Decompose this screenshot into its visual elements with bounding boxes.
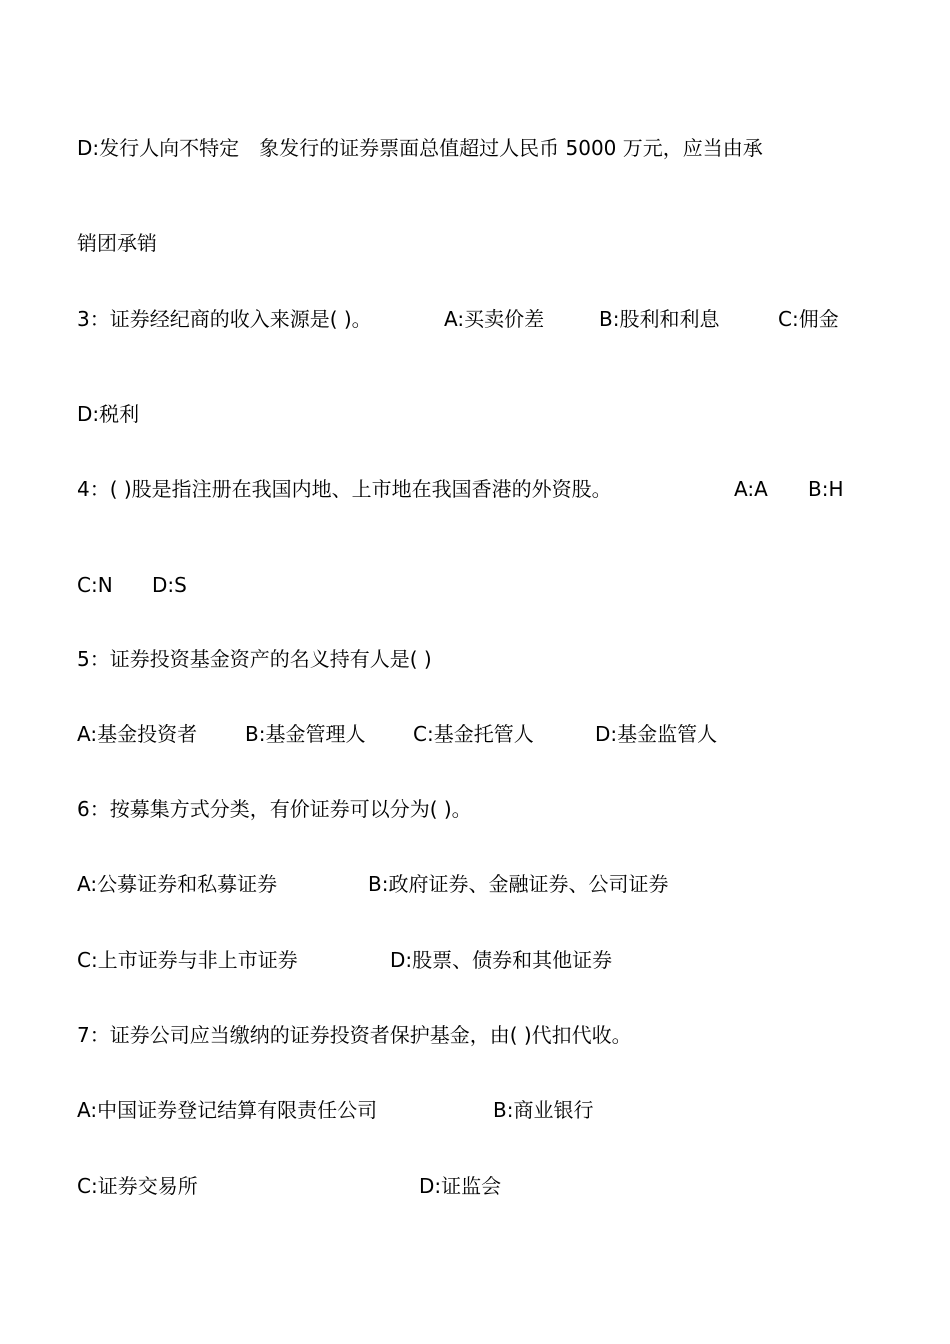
q5-question: 5：证券投资基金资产的名义持有人是( ) <box>77 647 432 671</box>
q6-options-line1 <box>77 870 669 898</box>
q4-option-c: C:N <box>77 573 113 597</box>
q2-option-d-line2 <box>77 229 157 257</box>
q3-option-a: A:买卖价差 <box>444 307 545 331</box>
q7-question-line <box>77 1021 632 1049</box>
q6-option-b: B:政府证券、金融证券、公司证券 <box>368 872 669 896</box>
q3-line2 <box>77 400 140 428</box>
q5-question-line <box>77 645 432 673</box>
q7-option-b: B:商业银行 <box>493 1098 594 1122</box>
q6-question: 6：按募集方式分类，有价证券可以分为( )。 <box>77 797 472 821</box>
q2-option-d-line1 <box>77 134 852 162</box>
q3-question: 3：证券经纪商的收入来源是( )。 <box>77 307 372 331</box>
q7-option-a: A:中国证券登记结算有限责任公司 <box>77 1098 378 1122</box>
q5-option-d: D:基金监管人 <box>595 722 718 746</box>
q3-option-d: D:税利 <box>77 402 140 426</box>
q2-option-d-text-cont: 销团承销 <box>77 231 157 255</box>
q7-option-d: D:证监会 <box>419 1174 502 1198</box>
q3-line <box>77 305 852 333</box>
q6-options-line2 <box>77 946 613 974</box>
q4-line <box>77 475 852 503</box>
q7-question: 7：证券公司应当缴纳的证券投资者保护基金，由( )代扣代收。 <box>77 1023 632 1047</box>
q4-option-a: A:A <box>734 477 768 501</box>
q2-option-d-text: D:发行人向不特定 象发行的证券票面总值超过人民币 5000 万元，应当由承 <box>77 136 763 160</box>
q4-option-b: B:H <box>808 477 844 501</box>
q6-option-d: D:股票、债券和其他证券 <box>390 948 613 972</box>
q5-option-a: A:基金投资者 <box>77 722 198 746</box>
q7-option-c: C:证券交易所 <box>77 1174 198 1198</box>
q6-option-c: C:上市证券与非上市证券 <box>77 948 298 972</box>
q5-option-b: B:基金管理人 <box>245 722 366 746</box>
q4-question: 4：( )股是指注册在我国内地、上市地在我国香港的外资股。 <box>77 477 612 501</box>
q6-option-a: A:公募证券和私募证券 <box>77 872 278 896</box>
q3-option-b: B:股利和利息 <box>599 307 720 331</box>
q3-option-c: C:佣金 <box>778 307 839 331</box>
q6-question-line <box>77 795 472 823</box>
q5-options-line <box>77 720 718 748</box>
q7-options-line1 <box>77 1096 594 1124</box>
q4-option-d: D:S <box>152 573 187 597</box>
q7-options-line2 <box>77 1172 502 1200</box>
q5-option-c: C:基金托管人 <box>413 722 534 746</box>
q4-line2 <box>77 571 187 599</box>
